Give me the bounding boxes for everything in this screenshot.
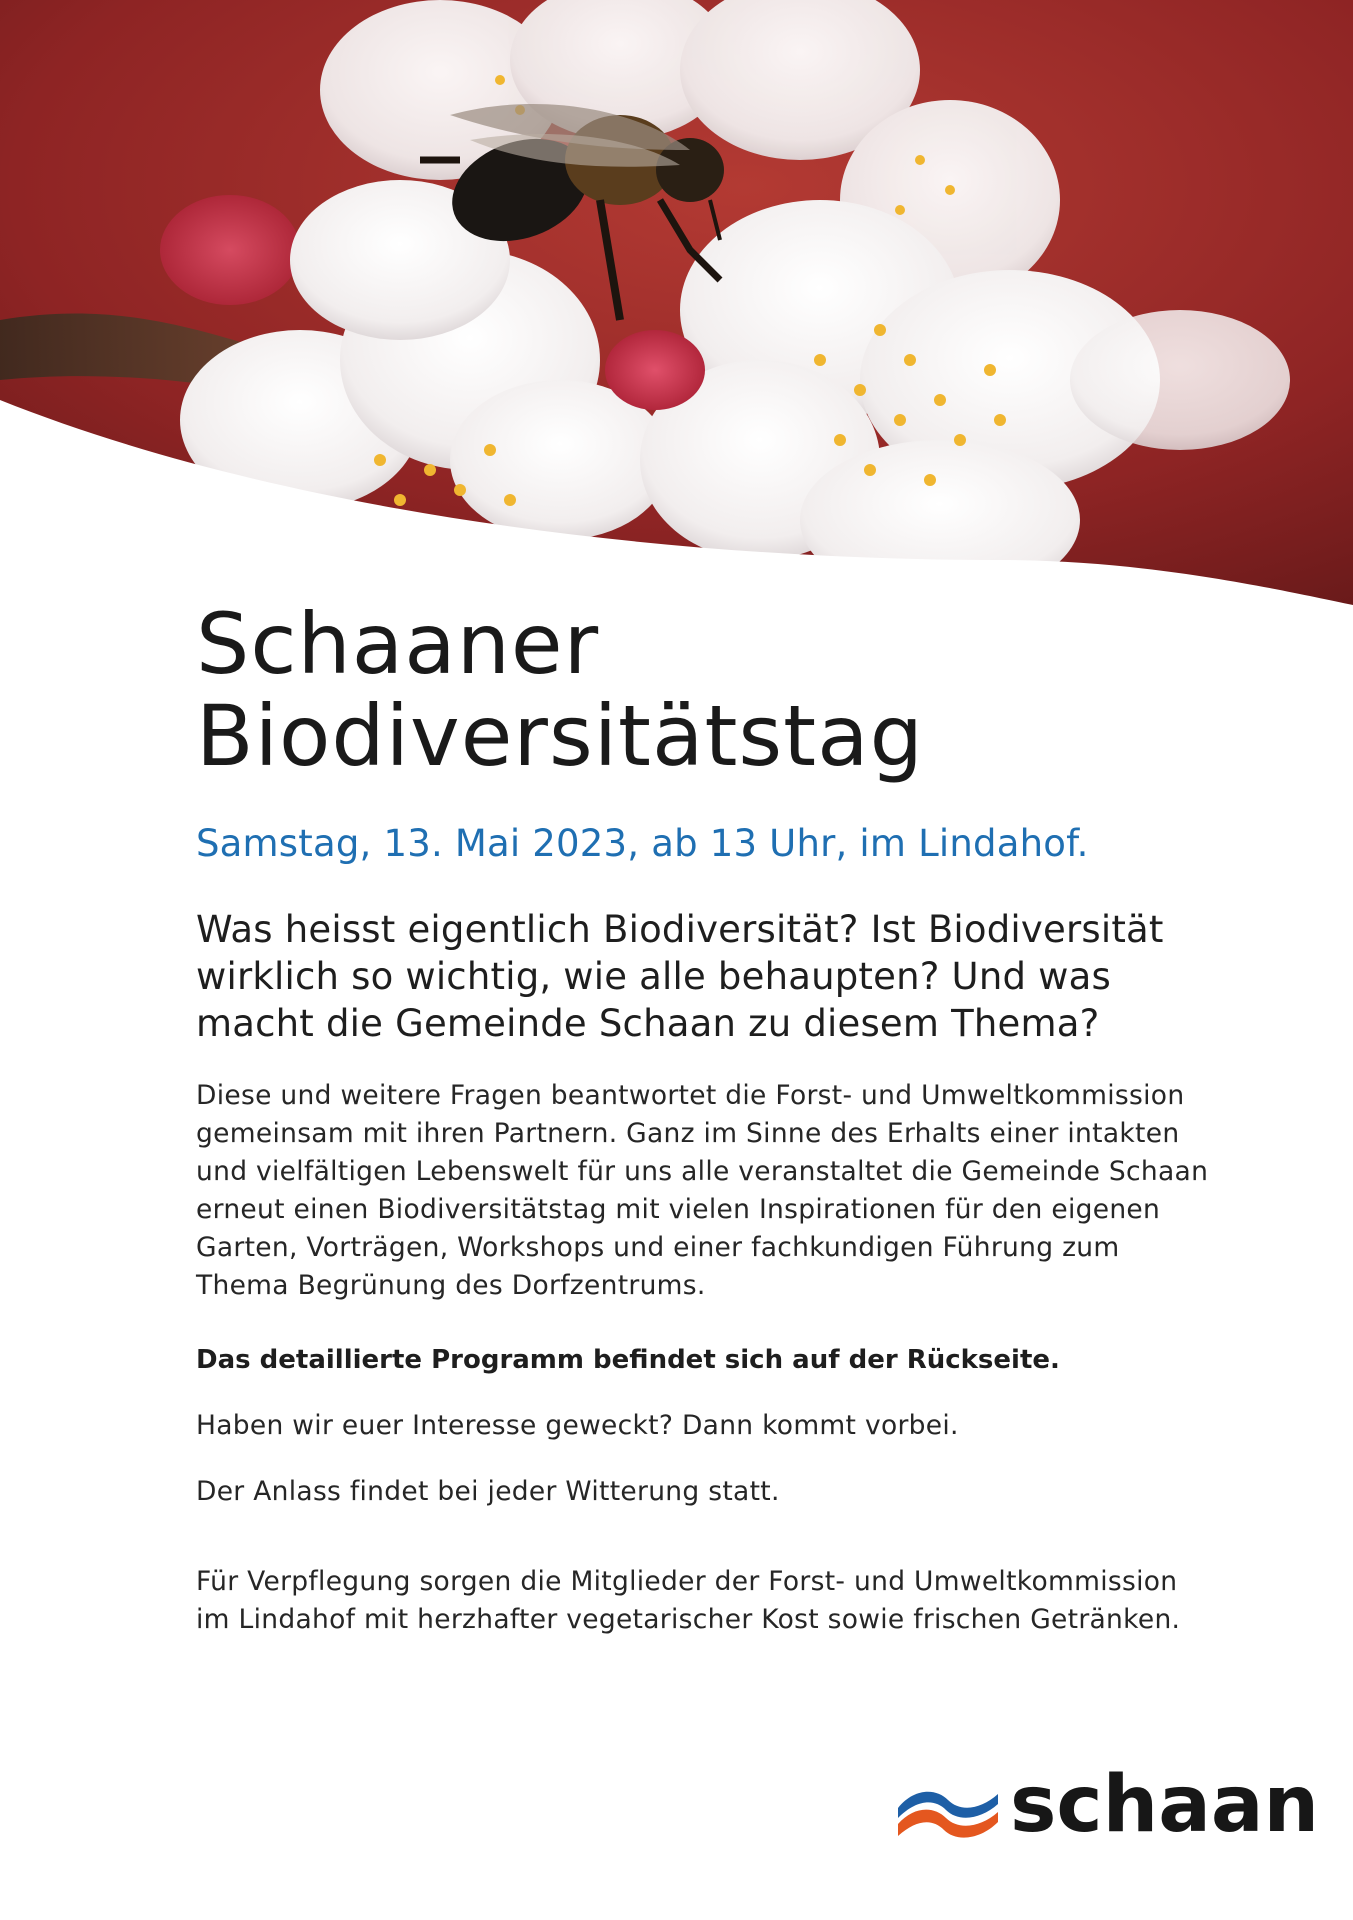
title-line: Biodiversitätstag	[196, 687, 924, 785]
body-line: erneut einen Biodiversitätstag mit vielen Inspirationen für den eigenen	[196, 1194, 1161, 1225]
body-line: Diese und weitere Fragen beantwortet die Forst- und Umweltkommission	[196, 1080, 1185, 1111]
hero-image	[0, 0, 1353, 620]
weather-line: Der Anlass findet bei jeder Witterung statt.	[196, 1476, 780, 1507]
body-line: Garten, Vorträgen, Workshops und einer fachkundigen Führung zum	[196, 1232, 1120, 1263]
bee-on-blossom-photo	[0, 0, 1353, 620]
schaan-logo	[894, 1760, 1319, 1850]
body-line: und vielfältigen Lebenswelt für uns alle veranstaltet die Gemeinde Schaan	[196, 1156, 1209, 1187]
intro-question	[196, 906, 1276, 1047]
intro-line: Was heisst eigentlich Biodiversität? Ist Biodiversität	[196, 908, 1164, 951]
description-paragraph	[196, 1077, 1276, 1305]
food-line: im Lindahof mit herzhafter vegetarischer Kost sowie frischen Getränken.	[196, 1604, 1181, 1635]
logo-wordmark: schaan	[1010, 1760, 1319, 1850]
poster-content	[196, 595, 1276, 1639]
poster-title	[196, 595, 1276, 785]
title-line: Schaaner	[196, 595, 600, 693]
interest-line: Haben wir euer Interesse geweckt? Dann kommt vorbei.	[196, 1410, 959, 1441]
schaan-wave-logo-icon	[894, 1784, 1002, 1842]
intro-line: macht die Gemeinde Schaan zu diesem Thema?	[196, 1002, 1100, 1045]
intro-line: wirklich so wichtig, wie alle behaupten? Und was	[196, 955, 1111, 998]
body-line: Thema Begrünung des Dorfzentrums.	[196, 1270, 706, 1301]
food-line: Für Verpflegung sorgen die Mitglieder der Forst- und Umweltkommission	[196, 1566, 1178, 1597]
event-date: Samstag, 13. Mai 2023, ab 13 Uhr, im Lindahof.	[196, 822, 1089, 865]
body-line: gemeinsam mit ihren Partnern. Ganz im Sinne des Erhalts einer intakten	[196, 1118, 1180, 1149]
catering-paragraph	[196, 1563, 1276, 1639]
program-note: Das detaillierte Programm befindet sich auf der Rückseite.	[196, 1345, 1060, 1375]
